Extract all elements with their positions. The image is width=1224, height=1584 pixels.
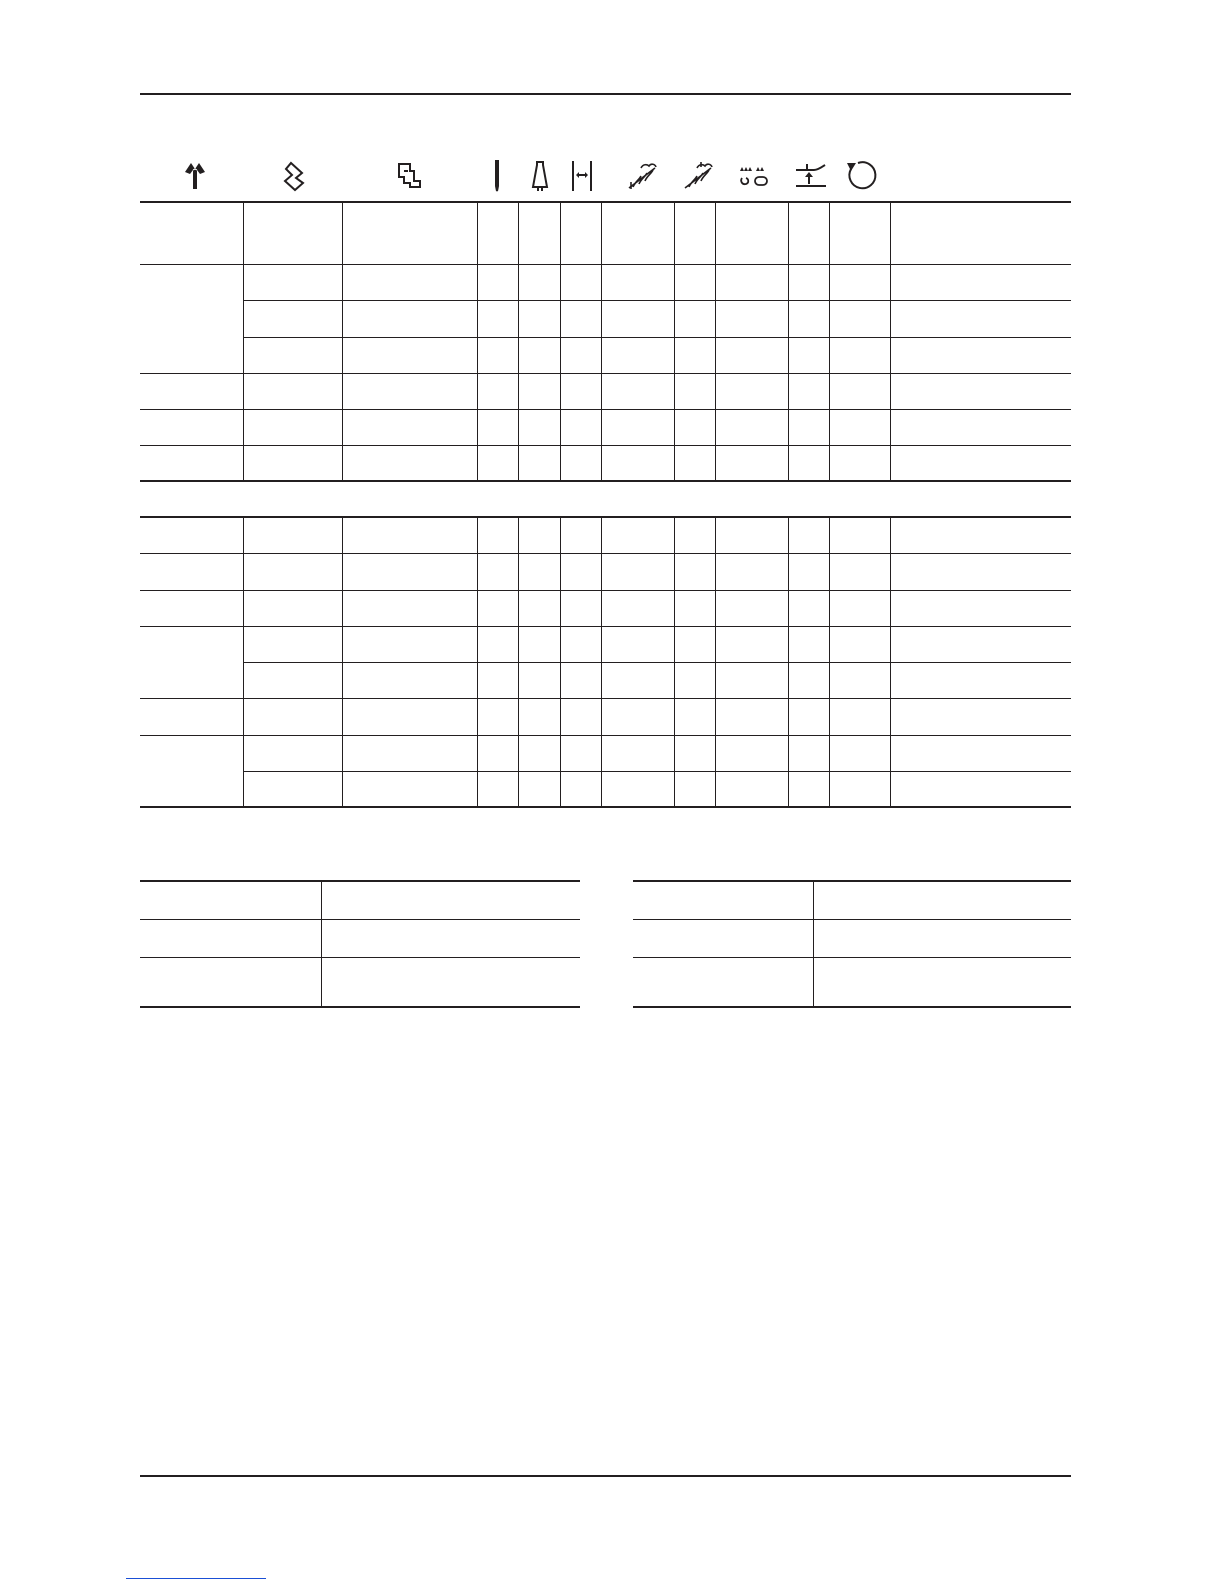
presser-foot-lift-icon [794, 162, 828, 190]
column-divider [518, 203, 519, 480]
column-divider [321, 882, 322, 1006]
table-bottom-rule [140, 1006, 580, 1008]
column-divider [560, 203, 561, 480]
table-bottom-rule [140, 806, 1071, 808]
column-divider [829, 203, 830, 480]
row-divider [140, 957, 580, 958]
column-divider [601, 518, 602, 806]
column-divider [788, 203, 789, 480]
thread-cone-icon [528, 160, 552, 192]
table-top-rule [140, 201, 1071, 203]
fabric-icon [282, 161, 308, 191]
row-divider [140, 445, 1071, 446]
column-divider [243, 518, 244, 806]
row-divider [140, 626, 1071, 627]
row-divider [244, 771, 1071, 772]
row-divider [244, 662, 1071, 663]
garment-icon [180, 161, 210, 191]
column-divider [788, 518, 789, 806]
row-divider [244, 337, 1071, 338]
column-divider [342, 203, 343, 480]
presser-foot-icon [396, 161, 424, 191]
needle-position-icon [570, 160, 596, 192]
column-divider [715, 203, 716, 480]
table-bottom-rule [633, 1006, 1071, 1008]
row-divider [140, 698, 1071, 699]
section-bottom-rule [140, 480, 1071, 482]
row-divider [140, 553, 1071, 554]
section-top-rule [140, 516, 1071, 518]
column-divider [829, 518, 830, 806]
column-divider [813, 882, 814, 1006]
row-divider [244, 300, 1071, 301]
column-divider [601, 203, 602, 480]
column-divider [560, 518, 561, 806]
row-divider [140, 735, 1071, 736]
column-divider [477, 203, 478, 480]
column-divider [243, 203, 244, 480]
row-divider [140, 373, 1071, 374]
link-underline[interactable] [126, 1578, 266, 1579]
column-divider [890, 203, 891, 480]
row-divider [140, 919, 580, 920]
footer-rule [140, 1475, 1071, 1477]
column-divider [342, 518, 343, 806]
stitch-length-icon [625, 160, 659, 192]
needle-icon [491, 160, 503, 192]
column-divider [715, 518, 716, 806]
feed-dog-icon [737, 163, 771, 189]
column-divider [674, 203, 675, 480]
row-divider [633, 957, 1071, 958]
column-divider [890, 518, 891, 806]
table-top-rule [633, 880, 1071, 882]
row-divider [140, 590, 1071, 591]
rotation-icon [846, 160, 878, 192]
table-top-rule [140, 880, 580, 882]
row-divider [633, 919, 1071, 920]
column-divider [477, 518, 478, 806]
row-divider [140, 264, 1071, 265]
stitch-width-icon [681, 160, 715, 192]
column-divider [674, 518, 675, 806]
top-rule [140, 93, 1071, 95]
row-divider [140, 409, 1071, 410]
column-divider [518, 518, 519, 806]
